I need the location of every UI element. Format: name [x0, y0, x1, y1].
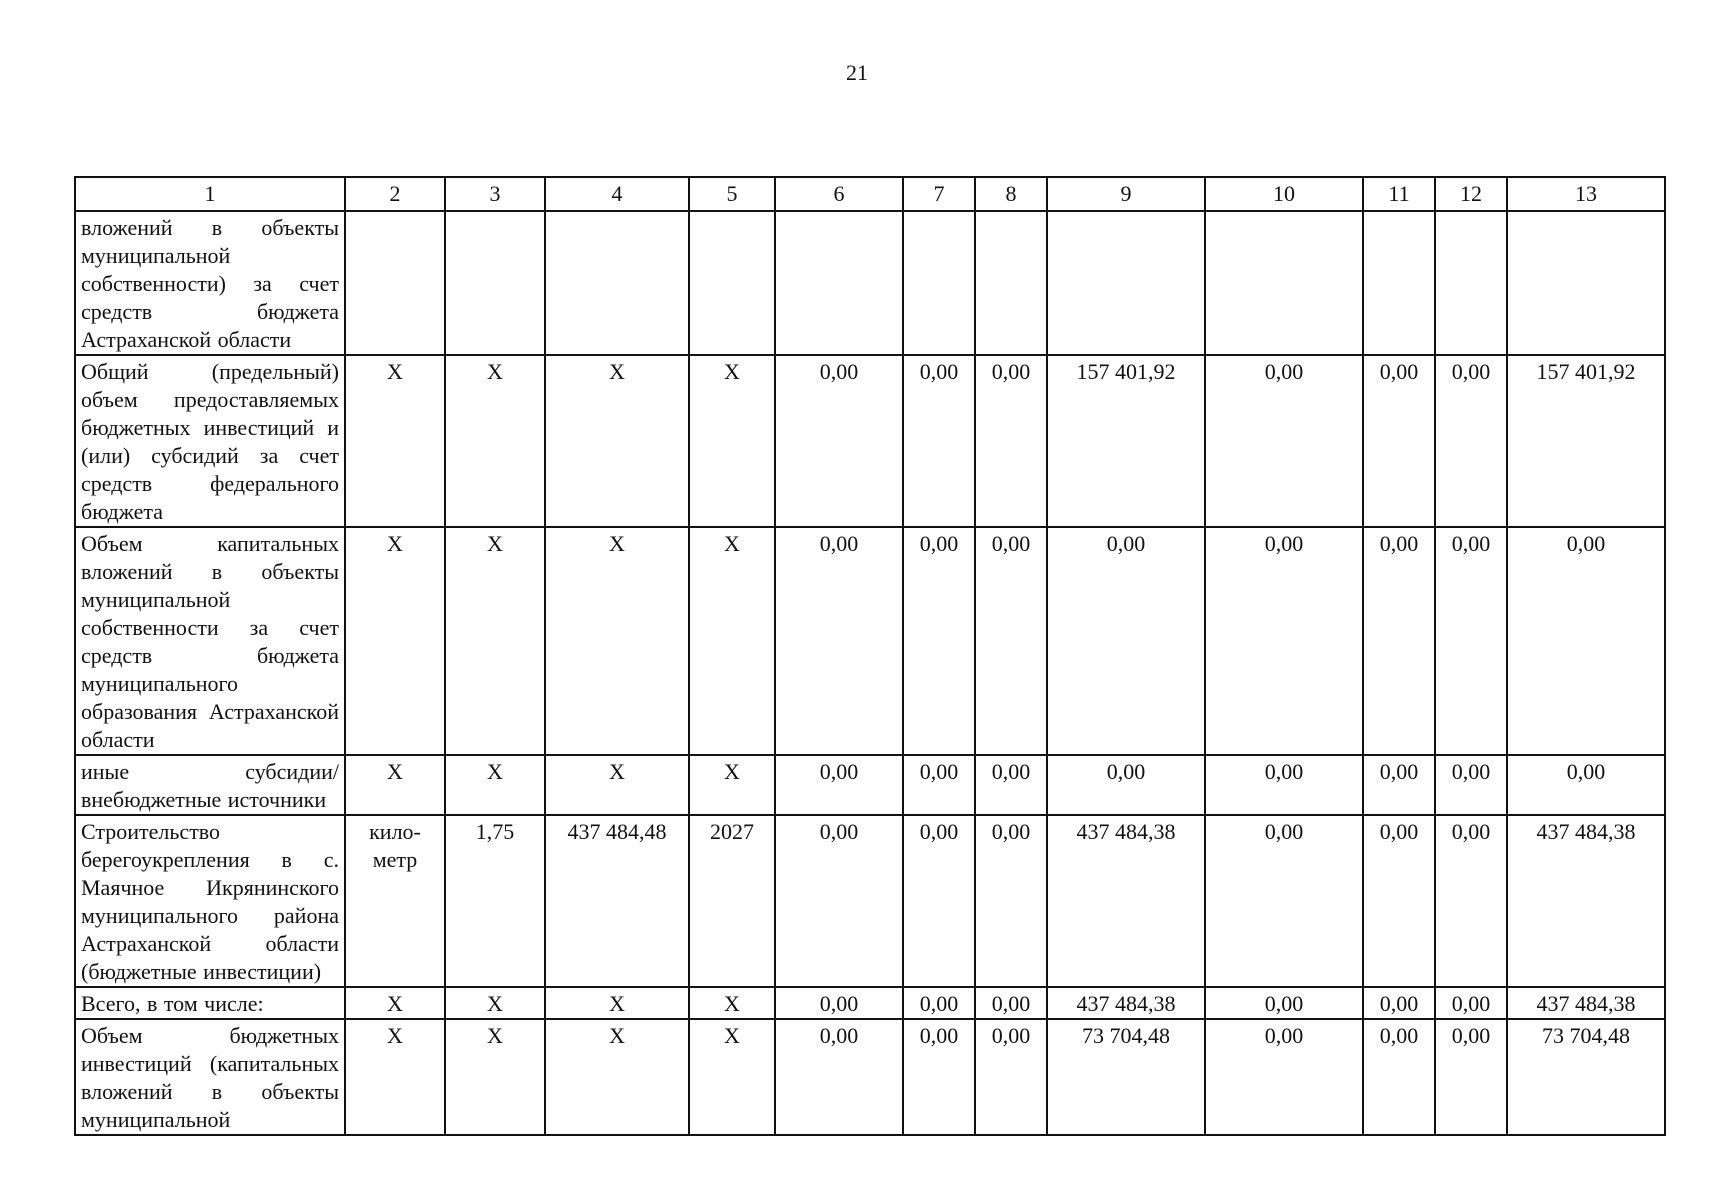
column-header: 10: [1205, 177, 1363, 211]
column-header: 8: [975, 177, 1047, 211]
table-cell: 0,00: [1205, 355, 1363, 527]
row-description: Объем бюджетных инвестиций (капитальных вложений в объекты муниципальной: [75, 1019, 345, 1135]
table-cell: 73 704,48: [1047, 1019, 1205, 1135]
table-cell: 0,00: [1205, 1019, 1363, 1135]
table-cell: 0,00: [975, 755, 1047, 815]
table-cell: X: [689, 527, 775, 755]
table-cell: 0,00: [1205, 987, 1363, 1019]
table-cell: 0,00: [1047, 755, 1205, 815]
table-cell: X: [689, 355, 775, 527]
table-cell: 0,00: [1205, 755, 1363, 815]
table-cell: 0,00: [1363, 755, 1435, 815]
row-description: Строительство берегоукрепления в с. Маячное Икрянинского муниципального района Астраханской области (бюджетные инвестиции): [75, 815, 345, 987]
table-cell: [1435, 211, 1507, 355]
table-cell: 0,00: [1363, 815, 1435, 987]
table-cell: [545, 211, 689, 355]
column-header: 3: [445, 177, 545, 211]
table-cell: [1047, 211, 1205, 355]
table-cell: [903, 211, 975, 355]
table-cell: X: [545, 527, 689, 755]
table-row: [75, 211, 1665, 355]
table-cell: [1363, 211, 1435, 355]
table-row: [75, 355, 1665, 527]
table-cell: [445, 211, 545, 355]
table-cell: 0,00: [1435, 987, 1507, 1019]
table-cell: 0,00: [1205, 527, 1363, 755]
table-row: [75, 987, 1665, 1019]
column-header: 11: [1363, 177, 1435, 211]
table-cell: X: [689, 755, 775, 815]
table-cell: 0,00: [1363, 1019, 1435, 1135]
table-cell: 0,00: [775, 527, 903, 755]
table-cell: 1,75: [445, 815, 545, 987]
column-header: 13: [1507, 177, 1665, 211]
table-cell: X: [445, 527, 545, 755]
table-cell: 0,00: [975, 815, 1047, 987]
table-cell: X: [689, 1019, 775, 1135]
table-cell: 157 401,92: [1507, 355, 1665, 527]
table-cell: 0,00: [1363, 527, 1435, 755]
column-header: 9: [1047, 177, 1205, 211]
table-cell: X: [445, 987, 545, 1019]
table-row: [75, 527, 1665, 755]
row-description: Всего, в том числе:: [75, 987, 345, 1019]
table-cell: 2027: [689, 815, 775, 987]
column-header: 2: [345, 177, 445, 211]
table-cell: 437 484,38: [1047, 815, 1205, 987]
table-cell: 0,00: [903, 355, 975, 527]
table-cell: X: [445, 1019, 545, 1135]
budget-table: [74, 176, 1666, 1136]
table-row: [75, 815, 1665, 987]
table-cell: [975, 211, 1047, 355]
table-cell: 0,00: [1047, 527, 1205, 755]
table-cell: 437 484,38: [1507, 987, 1665, 1019]
table-cell: X: [689, 987, 775, 1019]
table-cell: 0,00: [1363, 355, 1435, 527]
table-cell: 0,00: [1363, 987, 1435, 1019]
table-cell: 0,00: [775, 355, 903, 527]
table-cell: 73 704,48: [1507, 1019, 1665, 1135]
table-cell: [1507, 211, 1665, 355]
table-cell: [689, 211, 775, 355]
row-description: иные субсидии/ внебюджетные источники: [75, 755, 345, 815]
table-cell: 0,00: [1435, 815, 1507, 987]
table-cell: 0,00: [903, 987, 975, 1019]
table-cell: X: [545, 355, 689, 527]
table-cell: 437 484,38: [1507, 815, 1665, 987]
table-cell: [345, 211, 445, 355]
table-cell: X: [545, 987, 689, 1019]
column-header: 5: [689, 177, 775, 211]
table-cell: X: [345, 755, 445, 815]
table-cell: 0,00: [775, 755, 903, 815]
table-cell: кило-метр: [345, 815, 445, 987]
table-cell: 0,00: [1435, 755, 1507, 815]
table-cell: 0,00: [1507, 755, 1665, 815]
table-cell: 437 484,38: [1047, 987, 1205, 1019]
column-header: 6: [775, 177, 903, 211]
table-cell: X: [345, 987, 445, 1019]
column-number-row: [75, 177, 1665, 211]
page-number: 21: [846, 60, 868, 85]
table-cell: 0,00: [975, 1019, 1047, 1135]
table-cell: X: [345, 1019, 445, 1135]
column-header: 4: [545, 177, 689, 211]
column-header: 12: [1435, 177, 1507, 211]
table-cell: 0,00: [1507, 527, 1665, 755]
table-cell: 0,00: [903, 755, 975, 815]
table-cell: X: [345, 527, 445, 755]
table-cell: 437 484,48: [545, 815, 689, 987]
table-row: [75, 1019, 1665, 1135]
table-cell: 0,00: [903, 527, 975, 755]
row-description: Общий (предельный) объем предоставляемых бюджетных инвестиций и (или) субсидий за счет средств федерального бюджета: [75, 355, 345, 527]
table-cell: X: [445, 355, 545, 527]
column-header: 7: [903, 177, 975, 211]
table-cell: 0,00: [1435, 355, 1507, 527]
table-cell: [775, 211, 903, 355]
table-cell: X: [545, 755, 689, 815]
row-description: вложений в объекты муниципальной собственности) за счет средств бюджета Астраханской области: [75, 211, 345, 355]
table-cell: 0,00: [775, 1019, 903, 1135]
column-header: 1: [75, 177, 345, 211]
table-cell: 0,00: [903, 815, 975, 987]
table-cell: 0,00: [1435, 527, 1507, 755]
table-cell: 0,00: [975, 987, 1047, 1019]
table-cell: 0,00: [775, 815, 903, 987]
table-row: [75, 755, 1665, 815]
table-cell: X: [345, 355, 445, 527]
table-cell: 0,00: [975, 527, 1047, 755]
table-cell: X: [545, 1019, 689, 1135]
table-cell: 157 401,92: [1047, 355, 1205, 527]
table-cell: 0,00: [975, 355, 1047, 527]
table-cell: 0,00: [1205, 815, 1363, 987]
row-description: Объем капитальных вложений в объекты муниципальной собственности за счет средств бюджета муниципального образования Астраханской области: [75, 527, 345, 755]
table-cell: X: [445, 755, 545, 815]
table-cell: 0,00: [903, 1019, 975, 1135]
table-cell: [1205, 211, 1363, 355]
table-cell: 0,00: [775, 987, 903, 1019]
table-cell: 0,00: [1435, 1019, 1507, 1135]
